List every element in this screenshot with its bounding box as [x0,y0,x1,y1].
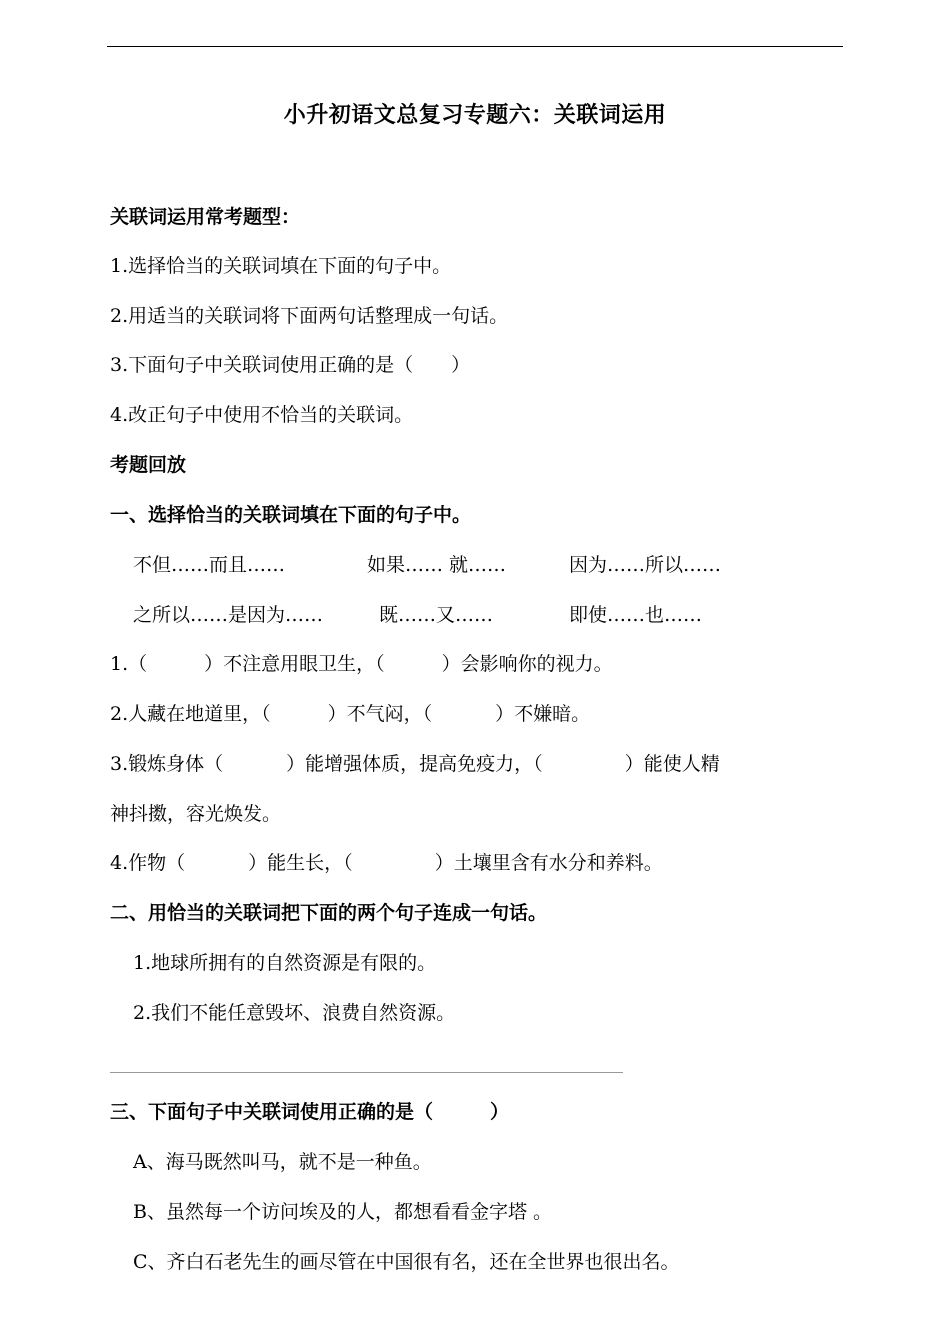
option-a: A、海马既然叫马，就不是一种鱼。 [133,1151,432,1173]
sentence-1: 1.地球所拥有的自然资源是有限的。 [133,952,437,974]
type-item-4: 4.改正句子中使用不恰当的关联词。 [110,404,414,426]
question-3-line-1: 3.锻炼身体（ ）能增强体质，提高免疫力，（ ）能使人精 [110,753,720,775]
keyword-pair: 不但……而且…… [133,554,286,576]
review-heading: 考题回放 [110,454,187,476]
keyword-pair: 之所以……是因为…… [133,604,324,626]
keyword-pair: 既……又…… [379,604,494,626]
keyword-pair: 如果…… 就…… [367,554,507,576]
type-item-3: 3.下面句子中关联词使用正确的是（ ） [110,354,471,376]
answer-line[interactable] [110,1072,623,1073]
type-item-1: 1.选择恰当的关联词填在下面的句子中。 [110,255,452,277]
keyword-pair: 即使……也…… [569,604,703,626]
section3-heading: 三、下面句子中关联词使用正确的是（ ） [110,1101,510,1123]
question-2: 2.人藏在地道里，（ ）不气闷，（ ）不嫌暗。 [110,703,591,725]
option-b: B、虽然每一个访问埃及的人，都想看看金字塔 。 [133,1201,553,1223]
section1-heading: 一、选择恰当的关联词填在下面的句子中。 [110,504,472,526]
page-title: 小升初语文总复习专题六：关联词运用 [283,102,667,128]
question-3-line-2: 神抖擞，容光焕发。 [110,803,282,825]
question-4: 4.作物（ ）能生长，（ ）土壤里含有水分和养料。 [110,852,663,874]
section2-heading: 二、用恰当的关联词把下面的两个句子连成一句话。 [110,902,548,924]
keyword-pair: 因为……所以…… [569,554,722,576]
sentence-2: 2.我们不能任意毁坏、浪费自然资源。 [133,1002,456,1024]
type-item-2: 2.用适当的关联词将下面两句话整理成一句话。 [110,305,509,327]
option-c: C、齐白石老先生的画尽管在中国很有名，还在全世界也很出名。 [133,1251,680,1273]
header-rule [107,46,843,47]
question-1: 1.（ ）不注意用眼卫生，（ ）会影响你的视力。 [110,653,613,675]
types-heading: 关联词运用常考题型： [110,206,301,228]
